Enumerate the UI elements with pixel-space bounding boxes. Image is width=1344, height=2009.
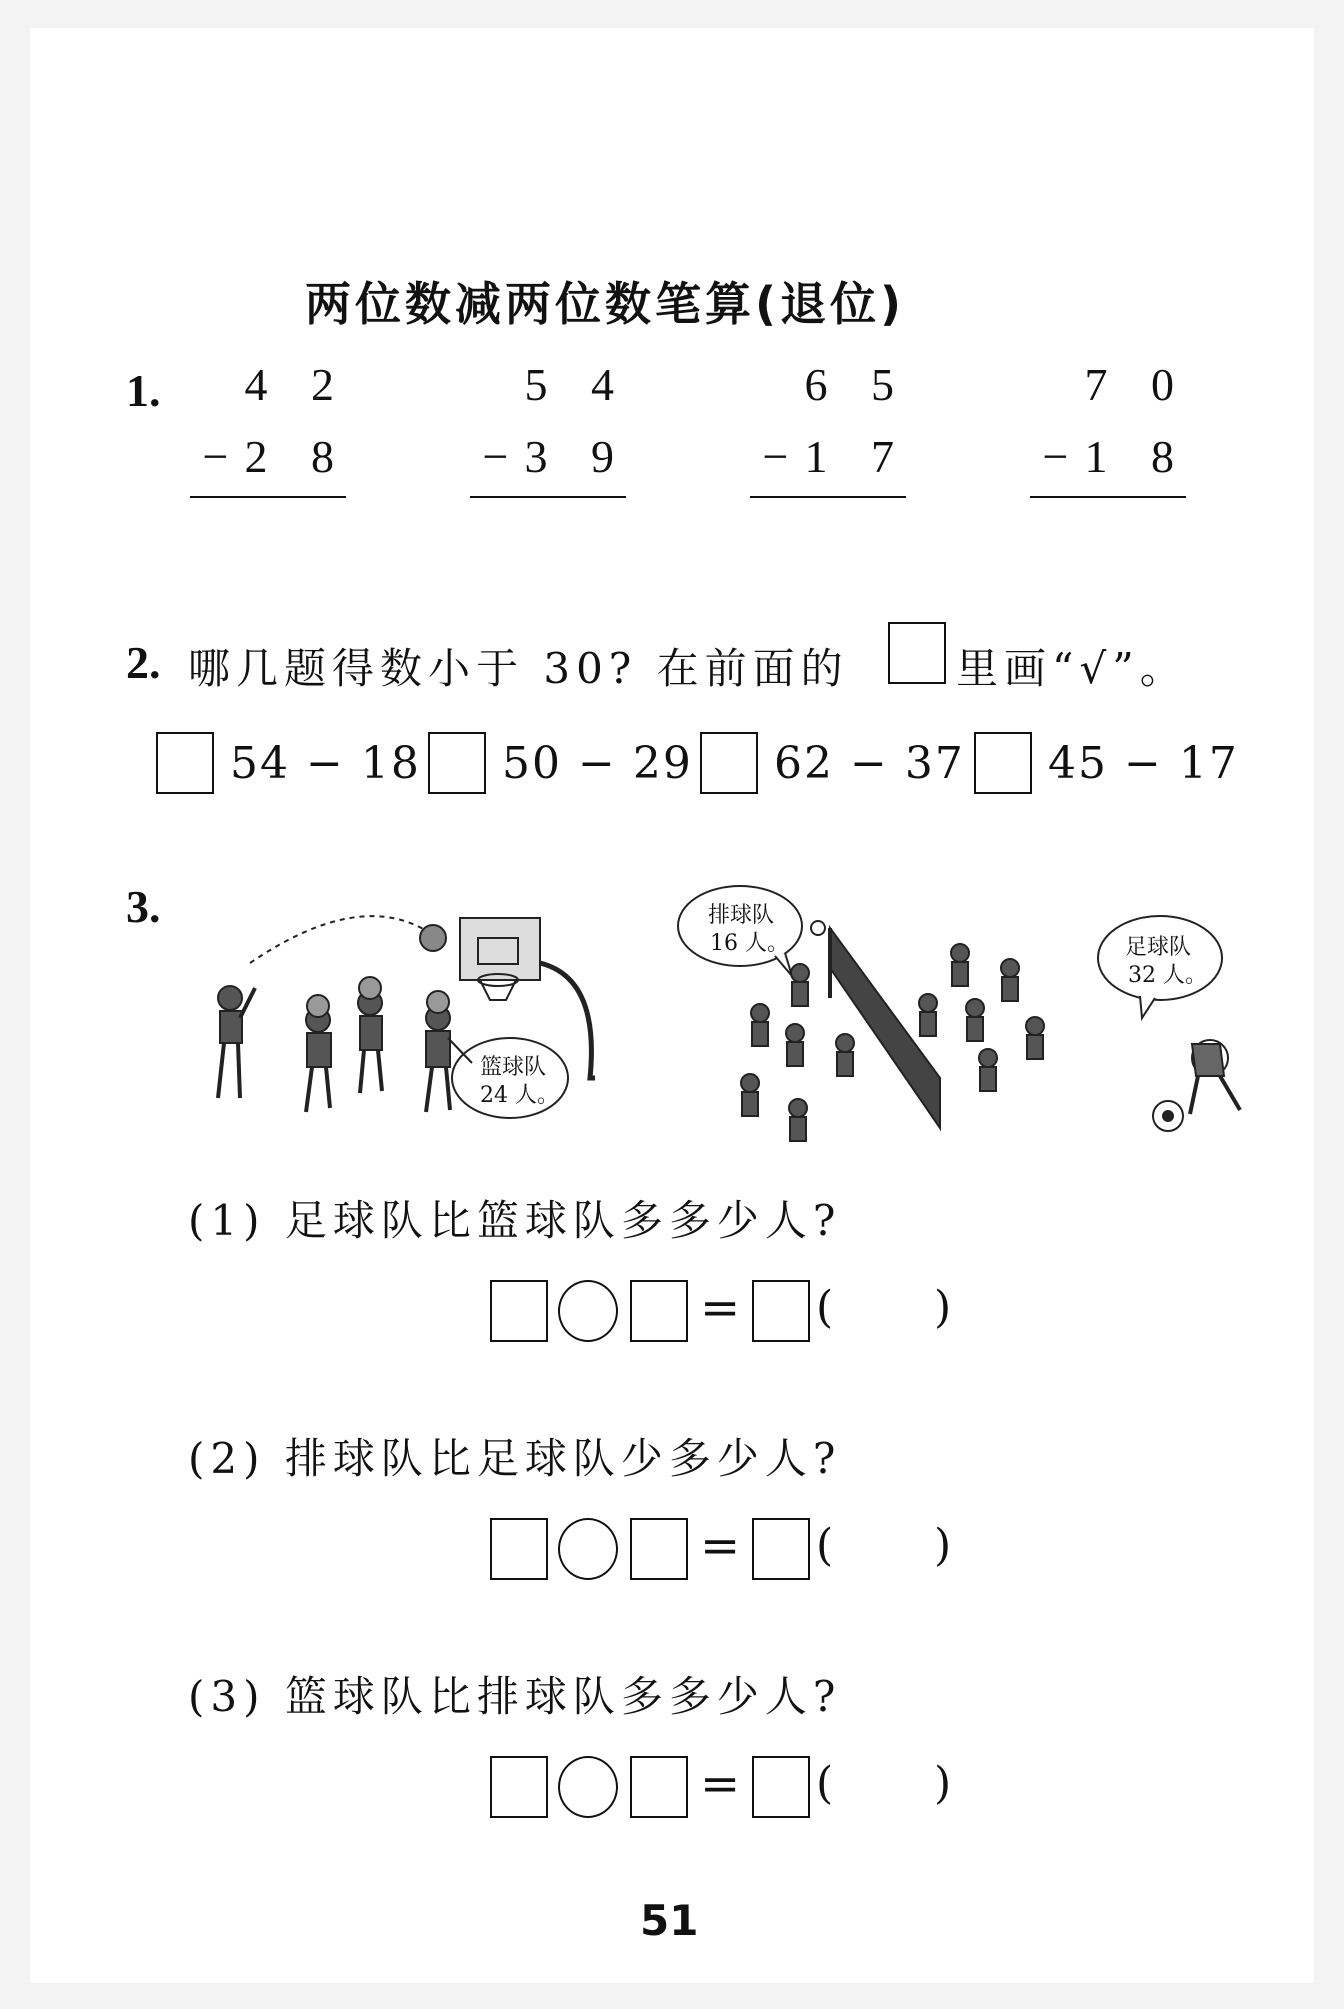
player-figure [358, 977, 382, 1093]
subtrahend: −3 9 [482, 431, 630, 482]
player-figure [426, 991, 450, 1112]
minuend: 7 0 [1084, 359, 1190, 410]
question-3-number: 3. [126, 881, 161, 932]
bubble-volleyball-line1: 排球队 [708, 903, 775, 928]
sports-illustration [180, 878, 1260, 1168]
answer-line [750, 496, 906, 498]
bubble-football-line1: 足球队 [1125, 935, 1192, 960]
number-box[interactable] [630, 1280, 688, 1342]
number-box[interactable] [630, 1756, 688, 1818]
subquestion-1: (1) 足球队比篮球队多多少人? [188, 1196, 842, 1245]
check-box[interactable] [428, 732, 486, 794]
question-2-number: 2. [126, 637, 161, 688]
example-answer-box [888, 622, 946, 684]
worksheet-page [30, 28, 1314, 1983]
page-number: 51 [640, 1896, 699, 1945]
number-box[interactable] [490, 1280, 548, 1342]
unit-paren-open: ( [816, 1282, 834, 1333]
answer-line [470, 496, 626, 498]
subquestion-3: (3) 篮球队比排球队多多少人? [188, 1672, 842, 1721]
answer-line [190, 496, 346, 498]
player-figure [218, 986, 255, 1098]
minuend: 6 5 [804, 359, 910, 410]
number-box[interactable] [490, 1518, 548, 1580]
check-box[interactable] [974, 732, 1032, 794]
equals-sign: = [700, 1756, 741, 1812]
minuend: 4 2 [244, 359, 350, 410]
player-figure [306, 995, 331, 1112]
equals-sign: = [700, 1518, 741, 1574]
unit-paren-close: ) [934, 1282, 952, 1333]
subtrahend: −1 7 [762, 431, 910, 482]
check-box[interactable] [156, 732, 214, 794]
bubble-football-line2: 32 人。 [1128, 963, 1207, 988]
subtrahend: −1 8 [1042, 431, 1190, 482]
result-box[interactable] [752, 1756, 810, 1818]
operator-circle[interactable] [558, 1518, 618, 1580]
question-2-prompt: 哪几题得数小于 30? 在前面的 [188, 644, 849, 693]
check-box[interactable] [700, 732, 758, 794]
subtrahend: −2 8 [202, 431, 350, 482]
unit-paren-open: ( [816, 1520, 834, 1571]
bubble-volleyball-line2: 16 人。 [710, 931, 789, 956]
bubble-basketball-line1: 篮球队 [480, 1055, 547, 1080]
question-2-prompt-end: 里画“√”。 [956, 644, 1188, 693]
operator-circle[interactable] [558, 1280, 618, 1342]
number-box[interactable] [490, 1756, 548, 1818]
expression: 62 − 37 [774, 738, 965, 789]
result-box[interactable] [752, 1280, 810, 1342]
minuend: 5 4 [524, 359, 630, 410]
result-box[interactable] [752, 1518, 810, 1580]
number-box[interactable] [630, 1518, 688, 1580]
expression: 50 − 29 [502, 738, 693, 789]
unit-paren-open: ( [816, 1758, 834, 1809]
question-1-number: 1. [126, 365, 161, 416]
page-title: 两位数减两位数笔算(退位) [304, 277, 906, 331]
equals-sign: = [700, 1280, 741, 1336]
unit-paren-close: ) [934, 1758, 952, 1809]
subquestion-2: (2) 排球队比足球队少多少人? [188, 1434, 842, 1483]
answer-line [1030, 496, 1186, 498]
bubble-basketball-line2: 24 人。 [480, 1083, 559, 1108]
operator-circle[interactable] [558, 1756, 618, 1818]
expression: 54 − 18 [230, 738, 421, 789]
unit-paren-close: ) [934, 1520, 952, 1571]
expression: 45 − 17 [1048, 738, 1239, 789]
